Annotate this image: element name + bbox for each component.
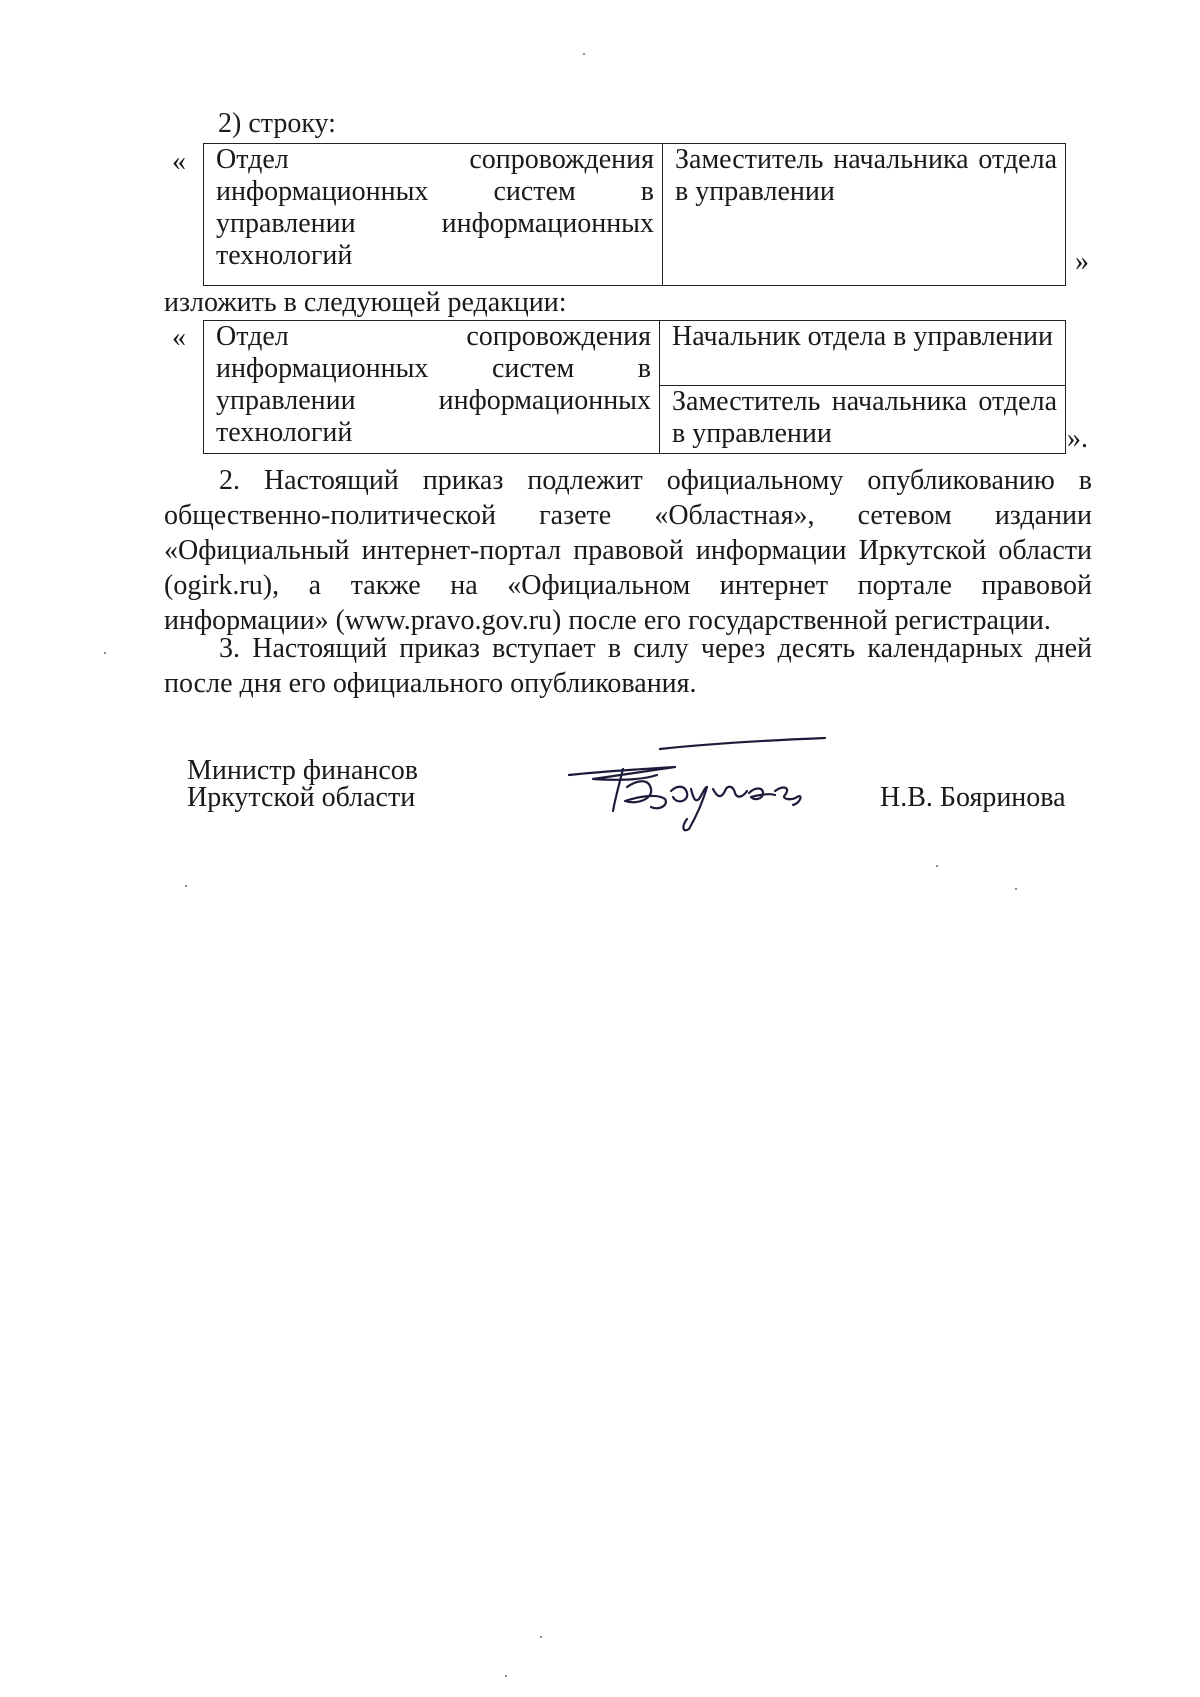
table2-deputy-text: Заместитель начальника отдела в управлении bbox=[672, 386, 1057, 449]
signatory-name: Н.В. Бояринова bbox=[880, 782, 1066, 813]
table1-unit-text: Отдел сопровождения информационных систем в управлении информационных технологий bbox=[216, 144, 654, 271]
intro-line: 2) строку: bbox=[218, 108, 336, 139]
table2-unit-cell bbox=[204, 321, 660, 454]
table2-deputy-cell bbox=[660, 386, 1066, 454]
scan-speck bbox=[936, 865, 938, 867]
quote-close-2: ». bbox=[1067, 423, 1088, 454]
quote-open-1: « bbox=[172, 146, 186, 177]
scan-speck bbox=[104, 652, 106, 654]
quote-open-2: « bbox=[172, 322, 186, 353]
handwritten-signature bbox=[565, 735, 830, 835]
edit-intro-line: изложить в следующей редакции: bbox=[164, 287, 567, 318]
table2-head-cell bbox=[660, 321, 1066, 386]
paragraph-effective-date: 3. Настоящий приказ вступает в силу через десять календарных дней после дня его официального опубликования. bbox=[164, 633, 1092, 699]
signatory-title: Министр финансов Иркутской области bbox=[187, 755, 419, 813]
table1-unit-cell bbox=[204, 144, 663, 286]
scan-speck bbox=[1015, 888, 1017, 890]
scan-speck bbox=[540, 1636, 542, 1638]
table-new-row bbox=[203, 320, 1066, 454]
table-current-row bbox=[203, 143, 1066, 286]
table1-position-text: Заместитель начальника отдела в управлении bbox=[675, 144, 1057, 207]
quote-close-1: » bbox=[1075, 246, 1089, 277]
table1-position-cell bbox=[663, 144, 1066, 286]
scan-speck bbox=[583, 53, 585, 55]
scan-speck bbox=[185, 885, 187, 887]
scan-speck bbox=[505, 1675, 507, 1677]
table2-head-text: Начальник отдела в управлении bbox=[672, 321, 1054, 352]
table2-unit-text: Отдел сопровождения информационных систем в управлении информационных технологий bbox=[216, 321, 651, 448]
paragraph-publication: 2. Настоящий приказ подлежит официальному опубликованию в общественно-политической газете «Областная», сетевом издании «Официальный интернет-портал правовой информации Иркутской области (ogirk.ru), а также на «Официальном интернет портале правовой информации» (www.pravo.gov.ru) после его государственной регистрации. bbox=[164, 465, 1092, 636]
